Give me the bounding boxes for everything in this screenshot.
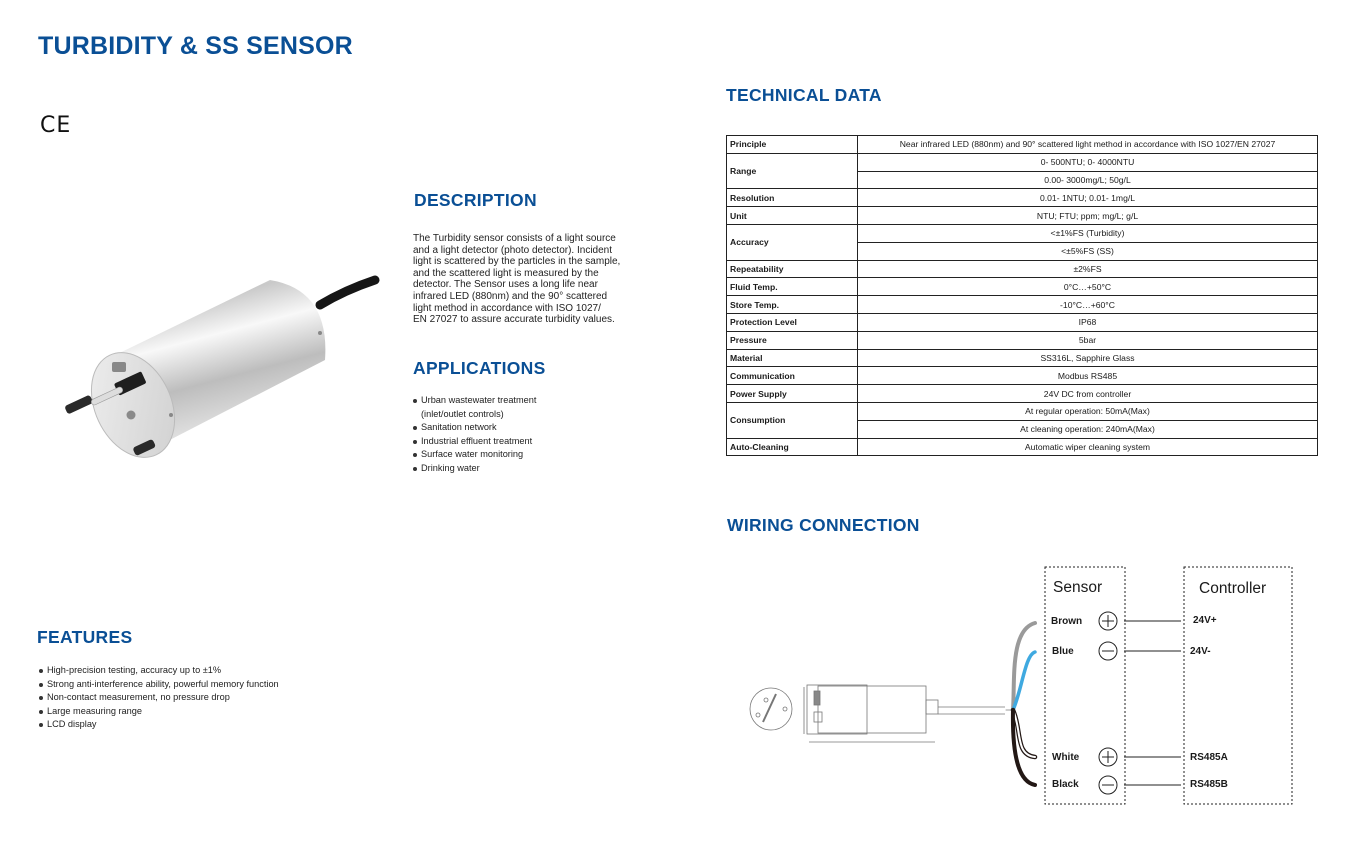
applications-list: [412, 394, 652, 476]
sensor-dimension-drawing: [750, 685, 1005, 742]
table-row: [727, 402, 1318, 420]
description-line: and a light detector (photo detector). Incident: [413, 244, 613, 256]
wire-label-brown: Brown: [1051, 616, 1083, 627]
table-row: [727, 260, 1318, 278]
description-line: infrared LED (880nm) and the 90° scattered: [413, 290, 608, 302]
list-item: Drinking water: [412, 462, 652, 476]
technical-data-heading: TECHNICAL DATA: [726, 85, 882, 105]
sensor-box: [1045, 567, 1125, 804]
spec-value: NTU; FTU; ppm; mg/L; g/L: [858, 207, 1318, 225]
table-row: [727, 296, 1318, 314]
terminal-rs485a: RS485A: [1190, 752, 1228, 763]
spec-label: Communication: [727, 367, 858, 385]
table-row: [727, 153, 1318, 171]
spec-value: Modbus RS485: [858, 367, 1318, 385]
spec-label: Store Temp.: [727, 296, 858, 314]
list-item: Large measuring range: [38, 705, 358, 719]
table-row: [727, 385, 1318, 403]
spec-value: SS316L, Sapphire Glass: [858, 349, 1318, 367]
description-heading: DESCRIPTION: [414, 190, 537, 210]
list-item: Industrial effluent treatment: [412, 435, 652, 449]
spec-value: Automatic wiper cleaning system: [858, 438, 1318, 456]
table-row: [727, 189, 1318, 207]
terminal-24v-minus: 24V-: [1190, 646, 1211, 657]
table-row: [727, 224, 1318, 242]
wiring-diagram: [730, 560, 1310, 820]
spec-value: Near infrared LED (880nm) and 90° scattered light method in accordance with ISO 1027/EN 27027: [858, 136, 1318, 154]
wire-bundle: [1006, 623, 1035, 785]
spec-value: ±2%FS: [858, 260, 1318, 278]
table-row: [727, 349, 1318, 367]
wire-label-blue: Blue: [1052, 646, 1074, 657]
features-heading: FEATURES: [37, 627, 133, 647]
spec-value: 5bar: [858, 331, 1318, 349]
table-row: [727, 207, 1318, 225]
spec-value: At cleaning operation: 240mA(Max): [858, 420, 1318, 438]
features-list: [38, 664, 358, 732]
ce-mark-icon: CE: [40, 113, 72, 138]
spec-label: Range: [727, 153, 858, 189]
spec-value: 0.01- 1NTU; 0.01- 1mg/L: [858, 189, 1318, 207]
wire-label-white: White: [1052, 752, 1080, 763]
list-item: Strong anti-interference ability, powerful memory function: [38, 678, 358, 692]
description-text: [413, 233, 658, 326]
spec-label: Auto-Cleaning: [727, 438, 858, 456]
table-row: [727, 367, 1318, 385]
description-line: light method in accordance with ISO 1027/: [413, 302, 601, 314]
spec-value: 0- 500NTU; 0- 4000NTU: [858, 153, 1318, 171]
list-item: LCD display: [38, 718, 358, 732]
spec-label: Accuracy: [727, 224, 858, 260]
spec-value: IP68: [858, 313, 1318, 331]
spec-value: 0°C…+50°C: [858, 278, 1318, 296]
terminal-24v-plus: 24V+: [1193, 615, 1217, 626]
page-title: TURBIDITY & SS SENSOR: [38, 32, 353, 60]
product-image: [55, 250, 395, 470]
controller-box: [1184, 567, 1292, 804]
spec-label: Repeatability: [727, 260, 858, 278]
spec-label: Consumption: [727, 402, 858, 438]
spec-value: 0.00- 3000mg/L; 50g/L: [858, 171, 1318, 189]
table-row: [727, 438, 1318, 456]
description-line: light is scattered by the particles in the sample,: [413, 256, 621, 268]
list-item: Sanitation network: [412, 421, 652, 435]
table-row: [727, 136, 1318, 154]
wire-label-black: Black: [1052, 779, 1079, 790]
spec-label: Pressure: [727, 331, 858, 349]
spec-value: <±5%FS (SS): [858, 242, 1318, 260]
spec-value: 24V DC from controller: [858, 385, 1318, 403]
list-item: Non-contact measurement, no pressure drop: [38, 691, 358, 705]
description-line: The Turbidity sensor consists of a light source: [413, 233, 616, 244]
spec-value: At regular operation: 50mA(Max): [858, 402, 1318, 420]
terminal-rs485b: RS485B: [1190, 779, 1228, 790]
spec-value: <±1%FS (Turbidity): [858, 224, 1318, 242]
spec-value: -10°C…+60°C: [858, 296, 1318, 314]
list-item: Surface water monitoring: [412, 448, 652, 462]
table-row: [727, 331, 1318, 349]
spec-label: Power Supply: [727, 385, 858, 403]
controller-box-title: Controller: [1199, 580, 1267, 597]
spec-label: Material: [727, 349, 858, 367]
list-item: Urban wastewater treatment: [412, 394, 652, 408]
spec-label: Fluid Temp.: [727, 278, 858, 296]
list-item: High-precision testing, accuracy up to ±1%: [38, 664, 358, 678]
spec-label: Unit: [727, 207, 858, 225]
spec-label: Protection Level: [727, 313, 858, 331]
description-line: and the scattered light is measured by the: [413, 267, 599, 279]
technical-data-table: [726, 135, 1318, 456]
sensor-box-title: Sensor: [1053, 579, 1103, 596]
wiring-heading: WIRING CONNECTION: [727, 515, 920, 535]
applications-heading: APPLICATIONS: [413, 358, 546, 378]
table-row: [727, 313, 1318, 331]
table-row: [727, 278, 1318, 296]
description-line: detector. The Sensor uses a long life near: [413, 279, 598, 291]
list-item-continuation: (inlet/outlet controls): [421, 408, 504, 419]
spec-label: Principle: [727, 136, 858, 154]
spec-label: Resolution: [727, 189, 858, 207]
description-line: EN 27027 to assure accurate turbidity values.: [413, 314, 615, 326]
